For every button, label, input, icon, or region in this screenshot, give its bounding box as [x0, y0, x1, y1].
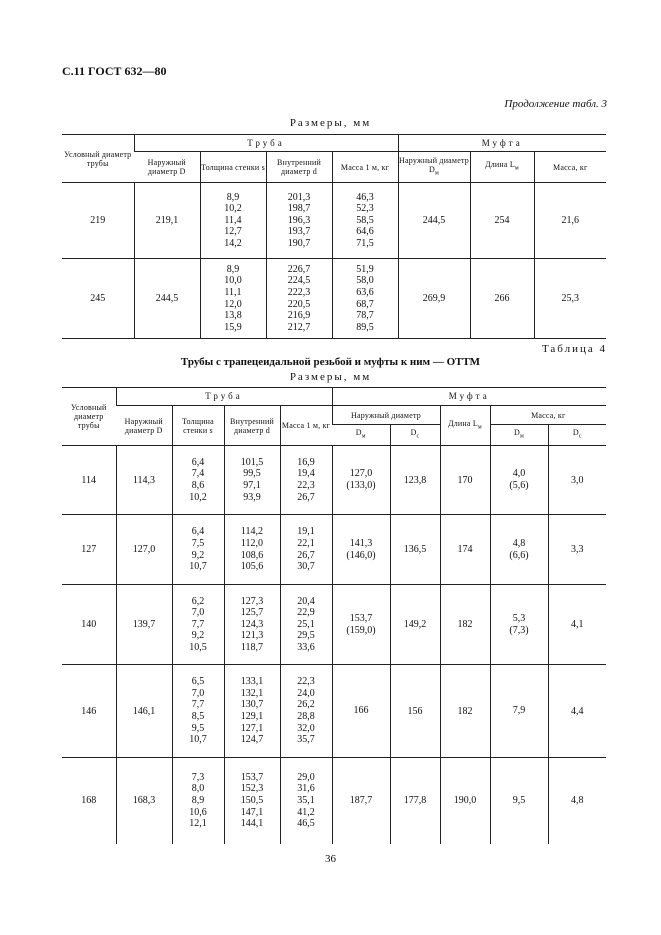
t4-cell-wall: [172, 515, 224, 585]
cell-value: 10,6: [189, 806, 207, 818]
t4-cell-mass-dm-stack: [491, 613, 548, 636]
t4-cell-coupling-dm-stack: [333, 468, 390, 491]
cell-value: 46,5: [297, 818, 315, 830]
t4-group-coupling: Муфта: [332, 388, 606, 406]
t4-cell-coupling-length: 190,0: [440, 758, 490, 844]
t4-cell-coupling-dc: 156: [390, 665, 440, 758]
t4-cell-inner-stack: [225, 526, 280, 572]
t3-header-outer: Наружный диаметр D: [134, 152, 200, 183]
cell-value: 5,3: [512, 612, 526, 624]
t4-cell-mass-stack: [281, 457, 332, 503]
cell-value: 141,3: [349, 537, 373, 549]
t4-cell-mass-dc: 3,3: [548, 515, 606, 585]
cell-value: 133,1: [240, 676, 264, 688]
t4-cell-mass-dm: [490, 515, 548, 585]
table4-caption: Размеры, мм: [289, 371, 372, 383]
t3-cell-mass: [332, 259, 398, 339]
table-row: [62, 665, 606, 758]
cell-value: 7,0: [191, 687, 205, 699]
table-row: [62, 585, 606, 665]
t4-cell-coupling-length: 174: [440, 515, 490, 585]
t4-cell-coupling-length: 182: [440, 585, 490, 665]
cell-value: 16,9: [297, 456, 315, 468]
t4-cell-mass: [280, 515, 332, 585]
cell-value: 26,7: [297, 491, 315, 503]
cell-value: 22,3: [297, 676, 315, 688]
t3-cell-inner: [266, 259, 332, 339]
cell-value: 4,8: [512, 537, 526, 549]
t3-cell-coupling-length: 254: [470, 183, 534, 259]
t4-cell-mass: [280, 585, 332, 665]
cell-value: 99,5: [243, 468, 261, 480]
t4-cell-nominal: 168: [62, 758, 116, 844]
table4-label: Таблица 4: [541, 343, 607, 355]
cell-value: 58,0: [356, 275, 374, 287]
t4-cell-nominal: 146: [62, 665, 116, 758]
table-row: [62, 183, 606, 259]
t3-header-mass: Масса 1 м, кг: [332, 152, 398, 183]
t4-cell-mass-dm-stack: [491, 705, 548, 717]
table-row: [62, 446, 606, 515]
cell-value: 35,7: [297, 734, 315, 746]
t4-cell-outer: 139,7: [116, 585, 172, 665]
cell-value: 226,7: [287, 263, 311, 275]
table-row: [62, 758, 606, 844]
cell-value: 9,2: [191, 549, 205, 561]
cell-value: 9,2: [191, 630, 205, 642]
cell-value: 8,5: [191, 711, 205, 722]
page-header: С.11 ГОСТ 632—80: [62, 64, 167, 78]
cell-value: 25,1: [297, 618, 315, 630]
cell-value: 35,1: [297, 794, 315, 806]
table-row: [62, 259, 606, 339]
cell-value: 152,3: [240, 783, 264, 795]
t3-cell-wall-stack: [201, 192, 266, 250]
cell-value: 22,3: [297, 480, 315, 491]
cell-value: 4,0: [512, 468, 526, 480]
cell-value: 153,7: [240, 771, 264, 783]
cell-value: 7,9: [512, 705, 526, 717]
cell-value: 8,9: [226, 263, 240, 275]
cell-value: 13,8: [224, 310, 242, 322]
t3-cell-mass-stack: [333, 264, 398, 334]
cell-value: 89,5: [356, 321, 374, 333]
t4-cell-coupling-dm: [332, 665, 390, 758]
cell-value: 19,4: [297, 468, 315, 480]
t4-cell-mass: [280, 665, 332, 758]
cell-value: 6,4: [191, 456, 205, 468]
t4-cell-wall-stack: [173, 596, 224, 654]
t4-cell-mass-stack: [281, 596, 332, 654]
cell-value: 7,7: [191, 699, 205, 711]
t3-cell-nominal: 219: [62, 183, 134, 259]
cell-value: 150,5: [240, 794, 264, 806]
cell-value: 33,6: [297, 641, 315, 653]
t3-group-pipe: Труба: [134, 135, 398, 152]
t4-cell-coupling-length: 170: [440, 446, 490, 515]
t3-header-coupling-mass: Масса, кг: [534, 152, 606, 183]
t3-cell-wall: [200, 183, 266, 259]
cell-value: 7,5: [191, 537, 205, 549]
cell-value: 130,7: [240, 699, 264, 711]
cell-value: (7,3): [509, 624, 529, 636]
cell-value: 6,4: [191, 526, 205, 538]
table-continuation-note: Продолжение табл. 3: [504, 98, 607, 110]
cell-value: 222,3: [287, 286, 311, 298]
cell-value: 118,7: [240, 641, 264, 653]
cell-value: (146,0): [346, 549, 376, 561]
cell-value: 28,8: [297, 711, 315, 722]
cell-value: 26,7: [297, 549, 315, 561]
t4-cell-inner-stack: [225, 596, 280, 654]
table4-title: Трубы с трапецеидальной резьбой и муфты к ним — ОТТМ: [180, 356, 481, 368]
t4-cell-mass-dm-stack: [491, 538, 548, 561]
t3-cell-mass-stack: [333, 192, 398, 250]
t4-cell-coupling-dm-stack: [333, 538, 390, 561]
t3-cell-coupling-mass: 25,3: [534, 259, 606, 339]
cell-value: (6,6): [509, 549, 529, 561]
t4-cell-wall: [172, 585, 224, 665]
cell-value: (5,6): [509, 480, 529, 491]
t3-cell-coupling-outer: 244,5: [398, 183, 470, 259]
cell-value: 9,5: [191, 722, 205, 734]
cell-value: 22,9: [297, 607, 315, 619]
t4-cell-inner-stack: [225, 457, 280, 503]
t4-header-coupling-mass: Масса, кг: [490, 406, 606, 425]
t3-cell-inner-stack: [267, 264, 332, 334]
t4-header-mass-dm: $D_м$: [490, 425, 548, 446]
t4-header-nominal: Условный диаметр трубы: [70, 403, 107, 430]
t4-body: [62, 446, 606, 844]
page-number: 36: [325, 853, 336, 865]
cell-value: 10,0: [224, 275, 242, 287]
cell-value: 127,0: [349, 468, 373, 480]
cell-value: 7,4: [191, 468, 205, 480]
t4-cell-mass-dm: [490, 665, 548, 758]
t3-group-coupling: Муфта: [398, 135, 606, 152]
t4-cell-inner: [224, 515, 280, 585]
t4-cell-wall-stack: [173, 457, 224, 503]
cell-value: 68,7: [356, 298, 374, 310]
t4-cell-wall: [172, 758, 224, 844]
cell-value: 26,2: [297, 699, 315, 711]
table4: [62, 387, 606, 844]
cell-value: 187,7: [349, 794, 373, 806]
t4-header-coupling-length: Длина $L_м$: [440, 406, 490, 446]
cell-value: 212,7: [287, 321, 311, 333]
t4-cell-coupling-dc: 149,2: [390, 585, 440, 665]
t4-cell-outer: 146,1: [116, 665, 172, 758]
t4-cell-mass-dc: 4,4: [548, 665, 606, 758]
cell-value: 124,7: [240, 734, 264, 746]
cell-value: 129,1: [240, 711, 264, 722]
t3-body: [62, 183, 606, 339]
cell-value: 125,7: [240, 607, 264, 619]
cell-value: 127,3: [240, 595, 264, 607]
cell-value: 10,7: [189, 734, 207, 746]
t4-cell-mass-dm: [490, 758, 548, 844]
cell-value: 10,7: [189, 561, 207, 573]
cell-value: 46,3: [356, 191, 374, 203]
cell-value: 14,2: [224, 237, 242, 249]
table3-caption: Размеры, мм: [289, 117, 372, 129]
cell-value: 32,0: [297, 722, 315, 734]
cell-value: (133,0): [346, 480, 376, 491]
t4-cell-coupling-dc: 136,5: [390, 515, 440, 585]
t4-header-dm: $D_м$: [332, 425, 390, 446]
cell-value: 12,1: [189, 818, 207, 830]
t4-group-pipe: Труба: [116, 388, 332, 406]
cell-value: 8,6: [191, 480, 205, 491]
cell-value: 78,7: [356, 310, 374, 322]
cell-value: 144,1: [240, 818, 264, 830]
t4-cell-outer: 168,3: [116, 758, 172, 844]
cell-value: 198,7: [287, 203, 311, 215]
t3-cell-mass: [332, 183, 398, 259]
cell-value: 12,0: [224, 298, 242, 310]
t4-cell-coupling-dm: [332, 446, 390, 515]
t4-cell-mass: [280, 758, 332, 844]
t4-cell-inner: [224, 585, 280, 665]
t4-header-mass: Масса 1 м, кг: [280, 406, 332, 446]
t4-cell-wall: [172, 665, 224, 758]
cell-value: 64,6: [356, 226, 374, 238]
cell-value: 10,5: [189, 641, 207, 653]
t4-cell-mass-stack: [281, 676, 332, 746]
t3-cell-wall-stack: [201, 264, 266, 334]
cell-value: 11,4: [224, 214, 242, 226]
t4-header-outer: Наружный диаметр D: [116, 406, 172, 446]
t4-cell-inner-stack: [225, 676, 280, 746]
t4-header-dc: $D_с$: [390, 425, 440, 446]
t4-cell-coupling-dm-stack: [333, 613, 390, 636]
cell-value: 101,5: [240, 456, 264, 468]
cell-value: 11,1: [224, 286, 242, 298]
cell-value: 8,9: [191, 794, 205, 806]
cell-value: 114,2: [240, 526, 264, 538]
t4-cell-outer: 114,3: [116, 446, 172, 515]
cell-value: 22,1: [297, 537, 315, 549]
t3-cell-wall: [200, 259, 266, 339]
cell-value: 127,1: [240, 722, 264, 734]
t4-cell-coupling-dc: 177,8: [390, 758, 440, 844]
cell-value: 7,0: [191, 607, 205, 619]
t3-cell-inner-stack: [267, 192, 332, 250]
cell-value: 30,7: [297, 561, 315, 573]
cell-value: 201,3: [287, 191, 311, 203]
t3-header-inner: Внутренний диаметр d: [266, 152, 332, 183]
t3-header-nominal: Условный диаметр трубы: [64, 149, 132, 168]
cell-value: 132,1: [240, 687, 264, 699]
cell-value: 124,3: [240, 618, 264, 630]
cell-value: 193,7: [287, 226, 311, 238]
cell-value: 10,2: [224, 203, 242, 215]
cell-value: 224,5: [287, 275, 311, 287]
cell-value: 29,5: [297, 630, 315, 642]
t4-cell-inner: [224, 665, 280, 758]
cell-value: 19,1: [297, 526, 315, 538]
t4-cell-wall-stack: [173, 676, 224, 746]
cell-value: 196,3: [287, 214, 311, 226]
cell-value: 6,5: [191, 676, 205, 688]
cell-value: 7,7: [191, 618, 205, 630]
cell-value: 10,2: [189, 491, 207, 503]
cell-value: 7,3: [191, 771, 205, 783]
cell-value: 52,3: [356, 203, 374, 215]
cell-value: 8,0: [191, 783, 205, 795]
t4-cell-wall-stack: [173, 772, 224, 830]
t4-cell-coupling-length: 182: [440, 665, 490, 758]
cell-value: 93,9: [243, 491, 261, 503]
cell-value: 51,9: [356, 263, 374, 275]
t4-cell-mass-dm: [490, 585, 548, 665]
t3-cell-coupling-outer: 269,9: [398, 259, 470, 339]
t3-header-wall: Толщина стенки s: [200, 152, 266, 183]
cell-value: 15,9: [224, 321, 242, 333]
table3: [62, 134, 606, 339]
table-row: [62, 515, 606, 585]
t4-header-mass-dc: $D_с$: [548, 425, 606, 446]
t4-header-inner: Внутренний диаметр d: [224, 406, 280, 446]
cell-value: 166: [353, 705, 369, 717]
cell-value: 29,0: [297, 771, 315, 783]
cell-value: 12,7: [224, 226, 242, 238]
t3-cell-nominal: 245: [62, 259, 134, 339]
cell-value: 112,0: [240, 537, 264, 549]
cell-value: 121,3: [240, 630, 264, 642]
t3-cell-outer: 244,5: [134, 259, 200, 339]
cell-value: 108,6: [240, 549, 264, 561]
t4-cell-inner-stack: [225, 772, 280, 830]
t4-cell-nominal: 140: [62, 585, 116, 665]
cell-value: 105,6: [240, 561, 264, 573]
cell-value: 190,7: [287, 237, 311, 249]
cell-value: 20,4: [297, 595, 315, 607]
t4-cell-mass-dm: [490, 446, 548, 515]
t4-cell-mass-dc: 4,8: [548, 758, 606, 844]
t4-cell-coupling-dc: 123,8: [390, 446, 440, 515]
t4-cell-coupling-dm: [332, 515, 390, 585]
t3-header-coupling-length: Длина $L_м$: [470, 152, 534, 183]
t3-cell-coupling-mass: 21,6: [534, 183, 606, 259]
cell-value: 6,2: [191, 595, 205, 607]
t4-header-wall: Толщина стенки s: [172, 406, 224, 446]
cell-value: 97,1: [243, 480, 261, 491]
t3-cell-coupling-length: 266: [470, 259, 534, 339]
cell-value: 63,6: [356, 286, 374, 298]
t4-cell-outer: 127,0: [116, 515, 172, 585]
t4-cell-mass-dc: 3,0: [548, 446, 606, 515]
cell-value: 41,2: [297, 806, 315, 818]
cell-value: 8,9: [226, 191, 240, 203]
t4-cell-coupling-dm: [332, 585, 390, 665]
cell-value: 58,5: [356, 214, 374, 226]
t4-cell-coupling-dm-stack: [333, 795, 390, 807]
t3-header-coupling-outer: Наружный диаметр $D_м$: [398, 152, 470, 183]
t4-cell-mass-stack: [281, 526, 332, 572]
cell-value: 147,1: [240, 806, 264, 818]
cell-value: 153,7: [349, 612, 373, 624]
t4-header-coupling-outer: Наружный диаметр: [332, 406, 440, 425]
t3-cell-outer: 219,1: [134, 183, 200, 259]
t4-cell-coupling-dm-stack: [333, 705, 390, 717]
t4-cell-mass: [280, 446, 332, 515]
t4-cell-mass-dm-stack: [491, 468, 548, 491]
t4-cell-nominal: 127: [62, 515, 116, 585]
cell-value: 9,5: [512, 794, 526, 806]
t4-cell-inner: [224, 446, 280, 515]
t4-cell-wall: [172, 446, 224, 515]
t4-cell-mass-dm-stack: [491, 795, 548, 807]
t4-cell-wall-stack: [173, 526, 224, 572]
t3-cell-inner: [266, 183, 332, 259]
cell-value: 31,6: [297, 783, 315, 795]
t4-cell-nominal: 114: [62, 446, 116, 515]
cell-value: 71,5: [356, 237, 374, 249]
cell-value: (159,0): [346, 624, 376, 636]
t4-cell-inner: [224, 758, 280, 844]
t4-cell-mass-stack: [281, 772, 332, 830]
cell-value: 216,9: [287, 310, 311, 322]
cell-value: 220,5: [287, 298, 311, 310]
cell-value: 24,0: [297, 687, 315, 699]
t4-cell-mass-dc: 4,1: [548, 585, 606, 665]
t4-cell-coupling-dm: [332, 758, 390, 844]
